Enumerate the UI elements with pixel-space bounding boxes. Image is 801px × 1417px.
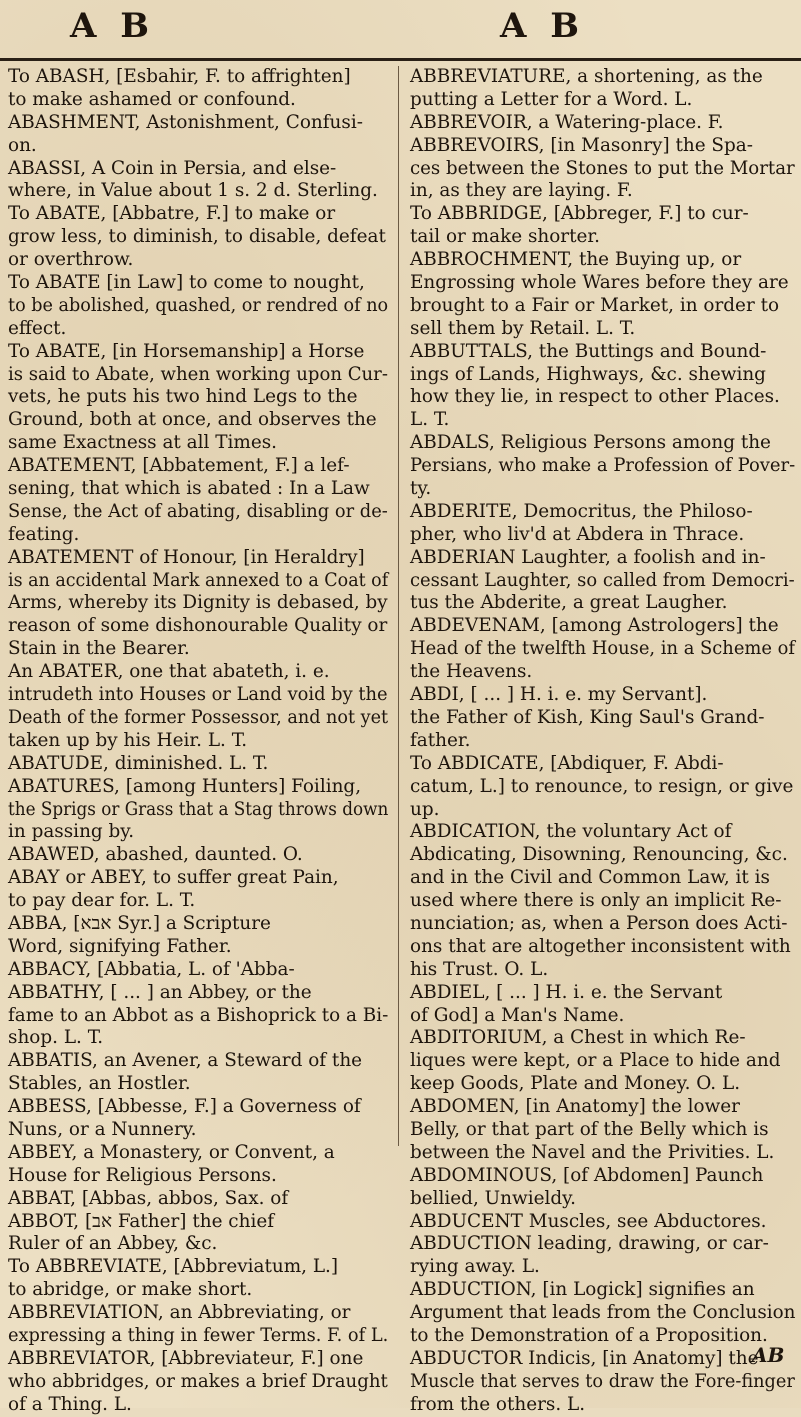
text-line: the Father of Kish, King Saul's Grand- [410, 706, 765, 728]
text-line: ABBUTTALS, the Buttings and Bound- [410, 340, 767, 362]
text-line: To ABBRIDGE, [Abbreger, F.] to cur- [410, 203, 749, 225]
running-head-right: A B [500, 6, 585, 46]
text-line: L. T. [410, 409, 450, 431]
text-line: or overthrow. [8, 249, 134, 271]
text-line: An ABATER, one that abateth, i. e. [8, 661, 330, 683]
text-line: who abbridges, or makes a brief Draught [8, 1370, 388, 1392]
text-line: rying away. L. [410, 1256, 540, 1278]
right-column [410, 66, 796, 1415]
text-line: ABDUCTOR Indicis, [in Anatomy] the [410, 1347, 759, 1369]
text-line: Engrossing whole Wares before they are [410, 272, 789, 294]
text-line: to the Demonstration of a Proposition. [410, 1324, 768, 1346]
text-line: ABATUDE, diminished. L. T. [8, 752, 269, 774]
text-line: ABAWED, abashed, daunted. O. [8, 844, 303, 866]
text-line: Word, signifying Father. [8, 935, 232, 957]
text-line: to be abolished, quashed, or rendred of no [8, 294, 389, 316]
text-line: Belly, or that part of the Belly which is [410, 1118, 769, 1140]
text-line: ABATEMENT, [Abbatement, F.] a lef- [8, 455, 350, 477]
text-line: Death of the former Possessor, and not yet [8, 706, 389, 728]
text-line: Abdicating, Disowning, Renouncing, &c. [410, 844, 788, 866]
text-line: ABDALS, Religious Persons among the [410, 432, 771, 454]
text-line: keep Goods, Plate and Money. O. L. [410, 1073, 741, 1095]
text-line: ABBOT, [אב Father] the chief [8, 1210, 275, 1232]
text-line: nunciation; as, when a Person does Acti- [410, 912, 788, 934]
running-head-left: A B [70, 6, 155, 46]
text-line: To ABASH, [Esbahir, F. to affrighten] [8, 66, 351, 87]
text-line: ABDUCTION leading, drawing, or car- [410, 1233, 769, 1255]
text-line: and in the Civil and Common Law, it is [410, 867, 770, 889]
text-line: Nuns, or a Nunnery. [8, 1118, 197, 1140]
text-line: to abridge, or make short. [8, 1279, 253, 1301]
text-line: ABBREVOIRS, [in Masonry] the Spa- [410, 134, 753, 156]
text-line: Stain in the Bearer. [8, 638, 190, 660]
text-line: ABBREVOIR, a Watering-place. F. [410, 111, 724, 133]
text-line: ABASSI, A Coin in Persia, and else- [8, 157, 337, 179]
text-line: liques were kept, or a Place to hide and [410, 1050, 781, 1072]
text-line: to pay dear for. L. T. [8, 890, 196, 912]
text-line: of God] a Man's Name. [410, 1004, 625, 1026]
text-line: ABBESS, [Abbesse, F.] a Governess of [8, 1096, 361, 1118]
text-line: to make ashamed or confound. [8, 88, 296, 110]
text-line: of a Thing. L. [8, 1393, 132, 1415]
text-line: ABDERITE, Democritus, the Philoso- [410, 500, 753, 522]
text-line: in, as they are laying. F. [410, 180, 633, 202]
text-line: ABBACY, [Abbatia, L. of 'Abba- [8, 958, 295, 980]
text-line: To ABDICATE, [Abdiquer, F. Abdi- [410, 752, 724, 774]
text-line: intrudeth into Houses or Land void by the [8, 684, 388, 706]
text-line: bellied, Unwieldy. [410, 1187, 576, 1209]
text-line: father. [410, 729, 471, 751]
text-line: Ruler of an Abbey, &c. [8, 1233, 218, 1255]
text-line: ABBREVIATION, an Abbreviating, or [8, 1302, 351, 1324]
text-line: To ABBREVIATE, [Abbreviatum, L.] [8, 1256, 339, 1278]
text-line: used where there is only an implicit Re- [410, 890, 782, 912]
text-line: ABDUCTION, [in Logick] signifies an [410, 1279, 755, 1301]
text-line: ABBROCHMENT, the Buying up, or [410, 249, 742, 271]
text-line: fame to an Abbot as a Bishoprick to a Bi- [8, 1004, 389, 1026]
text-line: ABDOMINOUS, [of Abdomen] Paunch [410, 1164, 764, 1186]
text-line: his Trust. O. L. [410, 958, 549, 980]
text-line: tail or make shorter. [410, 226, 600, 248]
text-line: ABDIEL, [ ... ] H. i. e. the Servant [410, 981, 723, 1003]
text-line: vets, he puts his two hind Legs to the [8, 386, 358, 408]
left-column [8, 66, 389, 1415]
text-line: cessant Laughter, so called from Democri- [410, 569, 795, 591]
text-line: Sense, the Act of abating, disabling or de- [8, 500, 388, 522]
text-line: grow less, to diminish, to disable, defeat [8, 226, 386, 248]
text-line: feating. [8, 523, 80, 545]
text-line: sell them by Retail. L. T. [410, 317, 636, 339]
text-line: ABBEY, a Monastery, or Convent, a [8, 1141, 335, 1163]
text-line: To ABATE [in Law] to come to nought, [8, 272, 365, 294]
text-line: ings of Lands, Highways, &c. shewing [410, 363, 766, 385]
text-line: ABDUCENT Muscles, see Abductores. [410, 1210, 767, 1232]
header-rule [0, 58, 801, 61]
text-line: ABBREVIATOR, [Abbreviateur, F.] one [8, 1347, 364, 1369]
text-line: taken up by his Heir. L. T. [8, 729, 248, 751]
text-line: Ground, both at once, and observes the [8, 409, 377, 431]
text-line: ABBATHY, [ ... ] an Abbey, or the [8, 981, 312, 1003]
text-line: is said to Abate, when working upon Cur- [8, 363, 388, 385]
text-line: ABBA, [אבא Syr.] a Scripture [8, 912, 271, 934]
text-line: ABAY or ABEY, to suffer great Pain, [8, 867, 339, 889]
page-header [0, 0, 801, 66]
text-line: between the Navel and the Privities. L. [410, 1141, 775, 1163]
text-line: ABDERIAN Laughter, a foolish and in- [410, 546, 766, 568]
text-line: ABBAT, [Abbas, abbos, Sax. of [8, 1187, 289, 1209]
text-line: brought to a Fair or Market, in order to [410, 294, 780, 316]
text-line: is an accidental Mark annexed to a Coat of [8, 569, 389, 591]
text-line: how they lie, in respect to other Places. [410, 386, 780, 408]
column-divider [398, 66, 399, 1146]
text-line: ces between the Stones to put the Mortar [410, 157, 795, 179]
text-line: ABDICATION, the voluntary Act of [410, 821, 732, 843]
text-line: Head of the twelfth House, in a Scheme of [410, 638, 796, 660]
text-line: the Sprigs or Grass that a Stag throws down [8, 798, 389, 820]
text-line: Argument that leads from the Conclusion [410, 1302, 796, 1324]
text-line: expressing a thing in fewer Terms. F. of L. [8, 1324, 389, 1346]
text-line: Muscle that serves to draw the Fore-finger [410, 1370, 795, 1392]
text-line: sening, that which is abated : In a Law [8, 478, 370, 500]
text-line: the Heavens. [410, 661, 533, 683]
catchword: AB [752, 1343, 785, 1367]
text-line: shop. L. T. [8, 1027, 104, 1049]
text-line: ty. [410, 478, 432, 500]
text-line: ABDI, [ ... ] H. i. e. my Servant]. [410, 684, 708, 706]
text-line: same Exactness at all Times. [8, 432, 277, 454]
text-line: ABATEMENT of Honour, [in Heraldry] [8, 546, 365, 568]
text-line: House for Religious Persons. [8, 1164, 277, 1186]
text-line: where, in Value about 1 s. 2 d. Sterling. [8, 180, 378, 202]
text-line: Persians, who make a Profession of Pover- [410, 455, 796, 477]
text-line: pher, who liv'd at Abdera in Thrace. [410, 523, 745, 545]
text-line: putting a Letter for a Word. L. [410, 88, 693, 110]
text-line: ABDEVENAM, [among Astrologers] the [410, 615, 779, 637]
text-line: effect. [8, 317, 67, 339]
text-line: reason of some dishonourable Quality or [8, 615, 388, 637]
text-line: ABBREVIATURE, a shortening, as the [410, 66, 763, 87]
text-line: from the others. L. [410, 1393, 586, 1415]
text-line: ABASHMENT, Astonishment, Confusi- [8, 111, 363, 133]
text-line: ABDOMEN, [in Anatomy] the lower [410, 1096, 740, 1118]
text-line: To ABATE, [Abbatre, F.] to make or [8, 203, 336, 225]
text-line: ABDITORIUM, a Chest in which Re- [410, 1027, 746, 1049]
text-line: ABATURES, [among Hunters] Foiling, [8, 775, 362, 797]
text-line: catum, L.] to renounce, to resign, or give [410, 775, 794, 797]
text-line: Stables, an Hostler. [8, 1073, 191, 1095]
text-line: Arms, whereby its Dignity is debased, by [8, 592, 388, 614]
text-line: on. [8, 134, 37, 156]
text-line: tus the Abderite, a great Laugher. [410, 592, 728, 614]
text-line: in passing by. [8, 821, 135, 843]
text-line: To ABATE, [in Horsemanship] a Horse [8, 340, 365, 362]
text-line: ons that are altogether inconsistent with [410, 935, 791, 957]
text-line: ABBATIS, an Avener, a Steward of the [8, 1050, 363, 1072]
text-line: up. [410, 798, 440, 820]
